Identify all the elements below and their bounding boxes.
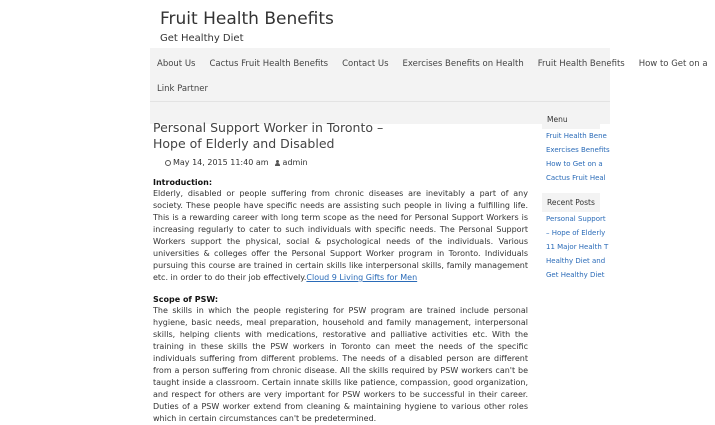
nav-item-fruit-health[interactable]: Fruit Health Benefits [537,59,625,69]
post-meta [165,158,528,167]
intro-heading: Introduction: [153,178,213,187]
intro-link[interactable]: Cloud 9 Living Gifts for Men [306,273,418,282]
recent-post-link[interactable]: Get Healthy Diet [546,271,605,279]
nav-item-exercises[interactable]: Exercises Benefits on Health [402,59,524,69]
nav-row-primary [150,54,715,74]
recent-posts-title: Recent Posts [542,193,600,212]
nav-item-link-partner[interactable]: Link Partner [157,84,208,94]
sidebar-menu-item[interactable]: How to Get on a [546,160,603,168]
main-navigation [150,48,708,124]
recent-post-link[interactable]: Healthy Diet and [546,257,606,265]
sidebar-menu-item[interactable]: Cactus Fruit Heal [546,174,606,182]
scope-heading: Scope of PSW: [153,295,219,304]
recent-posts-widget [542,193,609,282]
nav-item-cactus-fruit[interactable]: Cactus Fruit Health Benefits [209,59,329,69]
post-date[interactable]: May 14, 2015 11:40 am [173,158,269,167]
post-title[interactable]: Personal Support Worker in Toronto – Hope of Elderly and Disabled [153,120,384,151]
recent-post-link[interactable]: Personal Support [546,215,606,223]
post-article [153,120,528,425]
nav-item-about-us[interactable]: About Us [157,59,196,69]
menu-widget-title: Menu [542,110,600,129]
nav-item-contact-us[interactable]: Contact Us [342,59,389,69]
nav-item-how-to-get[interactable]: How to Get on a [638,59,708,69]
clock-icon [165,160,171,166]
menu-widget [542,110,610,185]
site-title[interactable]: Fruit Health Benefits [160,9,334,29]
site-tagline: Get Healthy Diet [160,33,244,44]
post-author-group [275,158,308,167]
scope-paragraph: The skills in which the people registering for PSW program are trained include personal hygiene, basic needs, meal preparation, household and family management, interpersonal skills, helping clients with medications, restorative and palliative activities etc. With the training in these skills the PSW workers in Toronto can meet the needs of the specific individuals suffering from different problems. The needs of a disabled person are different from a person suffering from chronic disease. All the skills required by PSW workers can't be taught inside a classroom. Certain innate skills like patience, compassion, good organization, and respect for others are very important for PSW workers to be successful in their career. Duties of a PSW worker extend from cleaning & maintaining hygiene to various other roles which in certain circumstances can't be predetermined. [153,306,528,423]
post-date-group [165,158,269,167]
nav-row-secondary [150,79,215,99]
sidebar [542,110,610,290]
intro-paragraph [153,188,528,284]
post-author[interactable]: admin [282,158,308,167]
intro-text: Elderly, disabled or people suffering from chronic diseases are inevitably a part of any society. These people have specific needs are assisting such people in living a fulfilling life. This is a rewarding career with long term scope as the need for Personal Support Workers is increasing regularly to cater to such individuals with specific needs. The Personal Support Workers support the physical, social & psychological needs of the individuals. Various universities & colleges offer the Personal Support Worker program in Toronto. Individuals pursuing this course are trained in certain skills like interpersonal skills, family management etc. in order to do their job effectively. [153,189,528,282]
recent-post-link[interactable]: 11 Major Health T [546,243,609,251]
recent-post-link[interactable]: – Hope of Elderly [546,229,606,237]
site-header [160,8,334,45]
user-icon [275,160,281,166]
sidebar-menu-item[interactable]: Exercises Benefits [546,146,610,154]
sidebar-menu-item[interactable]: Fruit Health Bene [546,132,607,140]
nav-divider [150,101,610,102]
